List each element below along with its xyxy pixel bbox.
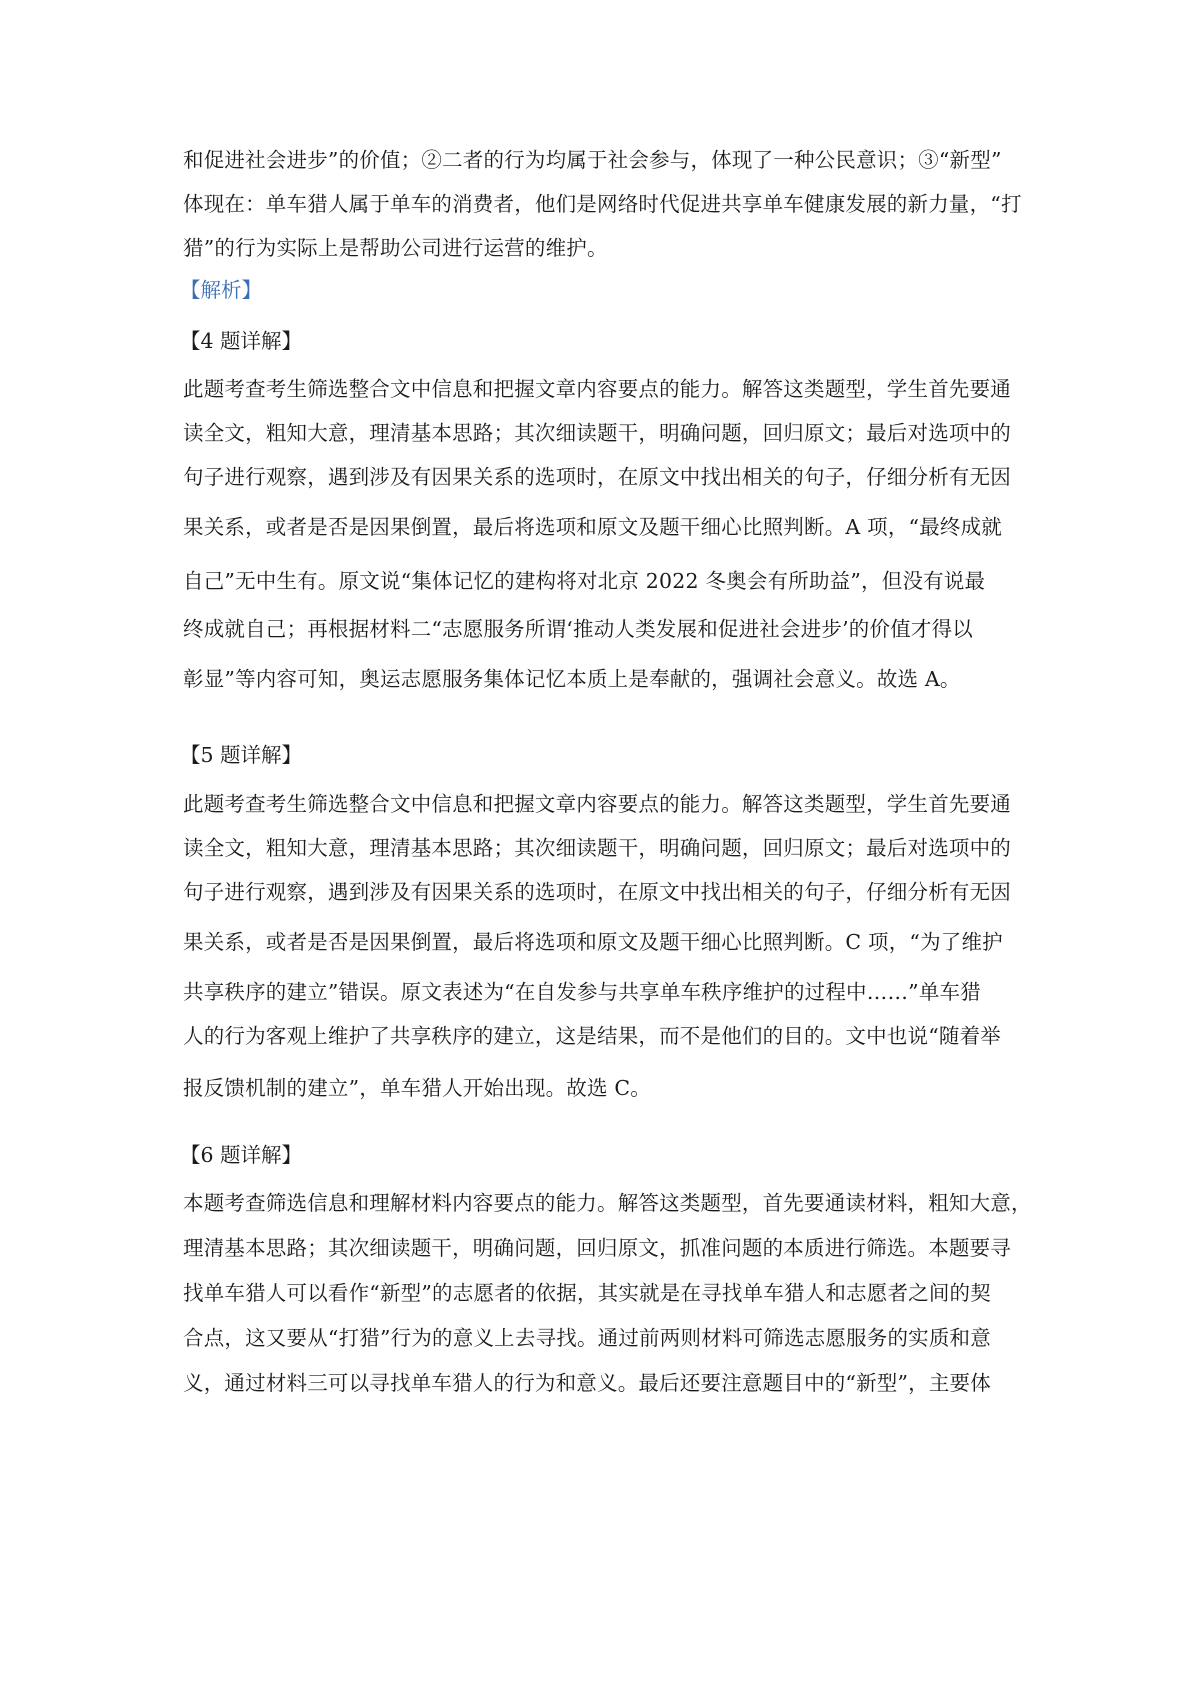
text-line: 体现在：单车猎人属于单车的消费者，他们是网络时代促进共享单车健康发展的新力量，“打 bbox=[183, 192, 1022, 216]
text-line: 本题考查筛选信息和理解材料内容要点的能力。解答这类题型，首先要通读材料，粗知大意， bbox=[183, 1191, 1032, 1215]
text-line: 合点，这又要从“打猎”行为的意义上去寻找。通过前两则材料可筛选志愿服务的实质和意 bbox=[183, 1326, 991, 1350]
text-line: 找单车猎人可以看作“新型”的志愿者的依据，其实就是在寻找单车猎人和志愿者之间的契 bbox=[183, 1281, 991, 1305]
text-line: 义，通过材料三可以寻找单车猎人的行为和意义。最后还要注意题目中的“新型”，主要体 bbox=[183, 1371, 991, 1395]
text-line: 猎”的行为实际上是帮助公司进行运营的维护。 bbox=[183, 236, 608, 260]
text-line: 自己”无中生有。原文说“集体记忆的建构将对北京 2022 冬奥会有所助益”，但没有说最 bbox=[183, 569, 986, 593]
text-line: 此题考查考生筛选整合文中信息和把握文章内容要点的能力。解答这类题型，学生首先要通 bbox=[183, 792, 1011, 816]
text-line: 句子进行观察，遇到涉及有因果关系的选项时，在原文中找出相关的句子，仔细分析有无因 bbox=[183, 880, 1011, 904]
q4-heading: 【4 题详解】 bbox=[180, 329, 303, 353]
text-line: 理清基本思路；其次细读题干，明确问题，回归原文，抓准问题的本质进行筛选。本题要寻 bbox=[183, 1236, 1011, 1260]
text-line: 彰显”等内容可知，奥运志愿服务集体记忆本质上是奉献的，强调社会意义。故选 A。 bbox=[183, 667, 961, 691]
q5-paragraph bbox=[183, 782, 1023, 1110]
q6-paragraph bbox=[183, 1181, 1032, 1406]
text-line: 果关系，或者是否是因果倒置，最后将选项和原文及题干细心比照判断。C 项，“为了维护 bbox=[183, 930, 1003, 954]
text-line: 报反馈机制的建立”，单车猎人开始出现。故选 C。 bbox=[183, 1076, 651, 1100]
text-line: 句子进行观察，遇到涉及有因果关系的选项时，在原文中找出相关的句子，仔细分析有无因 bbox=[183, 465, 1011, 489]
text-line: 读全文，粗知大意，理清基本思路；其次细读题干，明确问题，回归原文；最后对选项中的 bbox=[183, 421, 1011, 445]
text-line: 终成就自己；再根据材料二“志愿服务所谓‘推动人类发展和促进社会进步’的价值才得以 bbox=[183, 617, 974, 641]
q5-heading: 【5 题详解】 bbox=[180, 743, 303, 767]
analysis-label: 【解析】 bbox=[180, 278, 262, 302]
intro-paragraph bbox=[183, 138, 1023, 270]
text-line: 读全文，粗知大意，理清基本思路；其次细读题干，明确问题，回归原文；最后对选项中的 bbox=[183, 836, 1011, 860]
text-line: 共享秩序的建立”错误。原文表述为“在自发参与共享单车秩序维护的过程中……”单车猎 bbox=[183, 980, 981, 1004]
text-line: 人的行为客观上维护了共享秩序的建立，这是结果，而不是他们的目的。文中也说“随着举 bbox=[183, 1024, 1001, 1048]
text-line: 和促进社会进步”的价值；②二者的行为均属于社会参与，体现了一种公民意识；③“新型” bbox=[183, 148, 1002, 172]
text-line: 此题考查考生筛选整合文中信息和把握文章内容要点的能力。解答这类题型，学生首先要通 bbox=[183, 377, 1011, 401]
q6-heading: 【6 题详解】 bbox=[180, 1143, 303, 1167]
text-line: 果关系，或者是否是因果倒置，最后将选项和原文及题干细心比照判断。A 项，“最终成就 bbox=[183, 515, 1002, 539]
q4-paragraph bbox=[183, 367, 1023, 701]
